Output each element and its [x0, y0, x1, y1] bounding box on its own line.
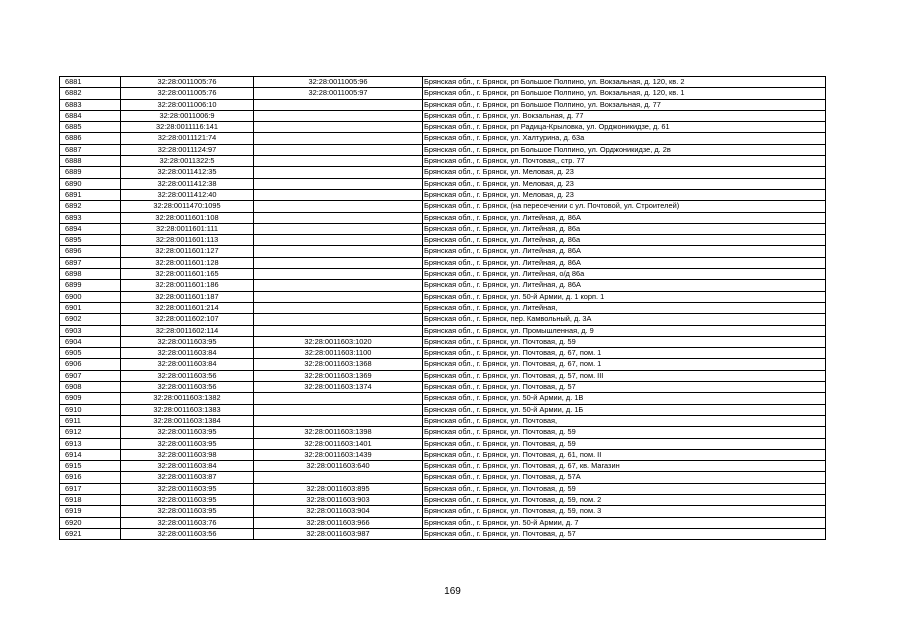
row-number-cell: 6890	[60, 178, 121, 189]
address-cell: Брянская обл., г. Брянск, рп Большое Полпино, ул. Вокзальная, д. 120, кв. 2	[423, 77, 826, 88]
table-row	[60, 472, 826, 483]
building-cadastral-number-cell	[254, 314, 423, 325]
land-cadastral-number-cell: 32:28:0011470:1095	[121, 201, 254, 212]
row-number-cell: 6905	[60, 348, 121, 359]
address-cell: Брянская обл., г. Брянск, ул. Почтовая, д. 59	[423, 336, 826, 347]
table-row	[60, 370, 826, 381]
building-cadastral-number-cell	[254, 415, 423, 426]
row-number-cell: 6906	[60, 359, 121, 370]
row-number-cell: 6904	[60, 336, 121, 347]
table-row	[60, 133, 826, 144]
table-row	[60, 302, 826, 313]
building-cadastral-number-cell	[254, 404, 423, 415]
address-cell: Брянская обл., г. Брянск, ул. Почтовая, д. 67, пом. 1	[423, 359, 826, 370]
land-cadastral-number-cell: 32:28:0011603:84	[121, 461, 254, 472]
land-cadastral-number-cell: 32:28:0011601:111	[121, 223, 254, 234]
row-number-cell: 6897	[60, 257, 121, 268]
land-cadastral-number-cell: 32:28:0011005:76	[121, 77, 254, 88]
address-cell: Брянская обл., г. Брянск, ул. Промышленная, д. 9	[423, 325, 826, 336]
land-cadastral-number-cell: 32:28:0011603:95	[121, 494, 254, 505]
address-cell: Брянская обл., г. Брянск, ул. Почтовая, д. 59, пом. 2	[423, 494, 826, 505]
building-cadastral-number-cell: 32:28:0011603:1100	[254, 348, 423, 359]
table-row	[60, 257, 826, 268]
land-cadastral-number-cell: 32:28:0011601:108	[121, 212, 254, 223]
address-cell: Брянская обл., г. Брянск, ул. Почтовая, д. 57А	[423, 472, 826, 483]
table-row	[60, 382, 826, 393]
address-cell: Брянская обл., г. Брянск, ул. Вокзальная, д. 77	[423, 110, 826, 121]
table-row	[60, 77, 826, 88]
building-cadastral-number-cell	[254, 235, 423, 246]
row-number-cell: 6885	[60, 122, 121, 133]
table-row	[60, 291, 826, 302]
address-cell: Брянская обл., г. Брянск, (на пересечении с ул. Почтовой, ул. Строителей)	[423, 201, 826, 212]
land-cadastral-number-cell: 32:28:0011603:1382	[121, 393, 254, 404]
table-row	[60, 494, 826, 505]
address-cell: Брянская обл., г. Брянск, ул. 50-й Армии, д. 1 корп. 1	[423, 291, 826, 302]
row-number-cell: 6893	[60, 212, 121, 223]
row-number-cell: 6902	[60, 314, 121, 325]
land-cadastral-number-cell: 32:28:0011603:95	[121, 483, 254, 494]
building-cadastral-number-cell	[254, 291, 423, 302]
row-number-cell: 6898	[60, 269, 121, 280]
table-row	[60, 461, 826, 472]
address-cell: Брянская обл., г. Брянск, ул. Почтовая, д. 67, пом. 1	[423, 348, 826, 359]
address-cell: Брянская обл., г. Брянск, ул. Почтовая, д. 67, кв. Магазин	[423, 461, 826, 472]
page-number: 169	[444, 586, 461, 597]
land-cadastral-number-cell: 32:28:0011412:35	[121, 167, 254, 178]
land-cadastral-number-cell: 32:28:0011603:76	[121, 517, 254, 528]
address-cell: Брянская обл., г. Брянск, ул. 50-й Армии, д. 7	[423, 517, 826, 528]
building-cadastral-number-cell	[254, 269, 423, 280]
address-cell: Брянская обл., г. Брянск, ул. Почтовая, д. 59	[423, 483, 826, 494]
table-row	[60, 201, 826, 212]
land-cadastral-number-cell: 32:28:0011601:186	[121, 280, 254, 291]
building-cadastral-number-cell	[254, 167, 423, 178]
building-cadastral-number-cell	[254, 257, 423, 268]
land-cadastral-number-cell: 32:28:0011603:56	[121, 382, 254, 393]
table-row	[60, 122, 826, 133]
land-cadastral-number-cell: 32:28:0011602:107	[121, 314, 254, 325]
table-row	[60, 415, 826, 426]
land-cadastral-number-cell: 32:28:0011603:56	[121, 370, 254, 381]
row-number-cell: 6886	[60, 133, 121, 144]
row-number-cell: 6911	[60, 415, 121, 426]
row-number-cell: 6912	[60, 427, 121, 438]
building-cadastral-number-cell: 32:28:0011603:1020	[254, 336, 423, 347]
table-row	[60, 223, 826, 234]
address-cell: Брянская обл., г. Брянск, ул. Литейная, д. 86а	[423, 235, 826, 246]
building-cadastral-number-cell	[254, 133, 423, 144]
address-cell: Брянская обл., г. Брянск, ул. Меловая, д. 23	[423, 167, 826, 178]
land-cadastral-number-cell: 32:28:0011412:40	[121, 189, 254, 200]
building-cadastral-number-cell	[254, 189, 423, 200]
row-number-cell: 6881	[60, 77, 121, 88]
table-row	[60, 88, 826, 99]
building-cadastral-number-cell	[254, 472, 423, 483]
land-cadastral-number-cell: 32:28:0011322:5	[121, 156, 254, 167]
row-number-cell: 6914	[60, 449, 121, 460]
land-cadastral-number-cell: 32:28:0011121:74	[121, 133, 254, 144]
address-cell: Брянская обл., г. Брянск, ул. Почтовая, д. 59	[423, 438, 826, 449]
row-number-cell: 6882	[60, 88, 121, 99]
land-cadastral-number-cell: 32:28:0011601:127	[121, 246, 254, 257]
row-number-cell: 6918	[60, 494, 121, 505]
building-cadastral-number-cell	[254, 325, 423, 336]
table-row	[60, 528, 826, 539]
address-cell: Брянская обл., г. Брянск, ул. Литейная, о/д 86а	[423, 269, 826, 280]
table-row	[60, 483, 826, 494]
land-cadastral-number-cell: 32:28:0011603:98	[121, 449, 254, 460]
building-cadastral-number-cell	[254, 156, 423, 167]
building-cadastral-number-cell	[254, 110, 423, 121]
address-cell: Брянская обл., г. Брянск, ул. Почтовая, д. 61, пом. II	[423, 449, 826, 460]
land-cadastral-number-cell: 32:28:0011601:214	[121, 302, 254, 313]
table-row	[60, 156, 826, 167]
row-number-cell: 6894	[60, 223, 121, 234]
address-cell: Брянская обл., г. Брянск, ул. Литейная,	[423, 302, 826, 313]
row-number-cell: 6908	[60, 382, 121, 393]
land-cadastral-number-cell: 32:28:0011006:10	[121, 99, 254, 110]
row-number-cell: 6896	[60, 246, 121, 257]
table-row	[60, 189, 826, 200]
table-row	[60, 280, 826, 291]
address-cell: Брянская обл., г. Брянск, ул. Почтовая,	[423, 415, 826, 426]
row-number-cell: 6895	[60, 235, 121, 246]
building-cadastral-number-cell: 32:28:0011603:904	[254, 506, 423, 517]
table-row	[60, 336, 826, 347]
land-cadastral-number-cell: 32:28:0011603:1383	[121, 404, 254, 415]
building-cadastral-number-cell	[254, 201, 423, 212]
address-cell: Брянская обл., г. Брянск, ул. Почтовая, д. 57	[423, 382, 826, 393]
row-number-cell: 6900	[60, 291, 121, 302]
land-cadastral-number-cell: 32:28:0011601:113	[121, 235, 254, 246]
table-row	[60, 359, 826, 370]
building-cadastral-number-cell	[254, 144, 423, 155]
address-cell: Брянская обл., г. Брянск, рп Большое Полпино, ул. Орджоникидзе, д. 2в	[423, 144, 826, 155]
row-number-cell: 6916	[60, 472, 121, 483]
row-number-cell: 6899	[60, 280, 121, 291]
table-row	[60, 517, 826, 528]
row-number-cell: 6917	[60, 483, 121, 494]
table-row	[60, 348, 826, 359]
table-row	[60, 325, 826, 336]
table-row	[60, 178, 826, 189]
land-cadastral-number-cell: 32:28:0011006:9	[121, 110, 254, 121]
table-body	[60, 77, 826, 540]
table-row	[60, 393, 826, 404]
land-cadastral-number-cell: 32:28:0011601:165	[121, 269, 254, 280]
address-cell: Брянская обл., г. Брянск, пер. Камвольный, д. 3А	[423, 314, 826, 325]
address-cell: Брянская обл., г. Брянск, ул. Почтовая,, стр. 77	[423, 156, 826, 167]
address-cell: Брянская обл., г. Брянск, рп Радица-Крыловка, ул. Орджоникидзе, д. 61	[423, 122, 826, 133]
address-cell: Брянская обл., г. Брянск, рп Большое Полпино, ул. Вокзальная, д. 120, кв. 1	[423, 88, 826, 99]
building-cadastral-number-cell: 32:28:0011603:966	[254, 517, 423, 528]
row-number-cell: 6921	[60, 528, 121, 539]
row-number-cell: 6910	[60, 404, 121, 415]
table-row	[60, 212, 826, 223]
building-cadastral-number-cell	[254, 302, 423, 313]
table-row	[60, 404, 826, 415]
land-cadastral-number-cell: 32:28:0011603:84	[121, 359, 254, 370]
land-cadastral-number-cell: 32:28:0011116:141	[121, 122, 254, 133]
land-cadastral-number-cell: 32:28:0011005:76	[121, 88, 254, 99]
building-cadastral-number-cell: 32:28:0011005:96	[254, 77, 423, 88]
building-cadastral-number-cell: 32:28:0011603:987	[254, 528, 423, 539]
building-cadastral-number-cell	[254, 212, 423, 223]
land-cadastral-number-cell: 32:28:0011603:84	[121, 348, 254, 359]
row-number-cell: 6891	[60, 189, 121, 200]
row-number-cell: 6909	[60, 393, 121, 404]
table-row	[60, 110, 826, 121]
row-number-cell: 6919	[60, 506, 121, 517]
land-cadastral-number-cell: 32:28:0011603:1384	[121, 415, 254, 426]
table-row	[60, 438, 826, 449]
land-cadastral-number-cell: 32:28:0011124:97	[121, 144, 254, 155]
building-cadastral-number-cell: 32:28:0011005:97	[254, 88, 423, 99]
building-cadastral-number-cell: 32:28:0011603:1439	[254, 449, 423, 460]
table-row	[60, 314, 826, 325]
row-number-cell: 6888	[60, 156, 121, 167]
building-cadastral-number-cell: 32:28:0011603:1374	[254, 382, 423, 393]
land-cadastral-number-cell: 32:28:0011601:187	[121, 291, 254, 302]
address-cell: Брянская обл., г. Брянск, ул. Литейная, д. 86А	[423, 280, 826, 291]
cadastral-table	[59, 76, 826, 540]
building-cadastral-number-cell: 32:28:0011603:1369	[254, 370, 423, 381]
building-cadastral-number-cell	[254, 280, 423, 291]
row-number-cell: 6883	[60, 99, 121, 110]
land-cadastral-number-cell: 32:28:0011603:95	[121, 427, 254, 438]
table-row	[60, 235, 826, 246]
address-cell: Брянская обл., г. Брянск, ул. Почтовая, д. 59	[423, 427, 826, 438]
land-cadastral-number-cell: 32:28:0011603:87	[121, 472, 254, 483]
table-row	[60, 427, 826, 438]
address-cell: Брянская обл., г. Брянск, ул. Халтурина, д. 63а	[423, 133, 826, 144]
building-cadastral-number-cell	[254, 178, 423, 189]
address-cell: Брянская обл., г. Брянск, ул. Почтовая, д. 57	[423, 528, 826, 539]
table-row	[60, 246, 826, 257]
address-cell: Брянская обл., г. Брянск, ул. Почтовая, д. 57, пом. III	[423, 370, 826, 381]
building-cadastral-number-cell	[254, 246, 423, 257]
table-row	[60, 99, 826, 110]
row-number-cell: 6907	[60, 370, 121, 381]
address-cell: Брянская обл., г. Брянск, ул. Меловая, д. 23	[423, 189, 826, 200]
row-number-cell: 6889	[60, 167, 121, 178]
row-number-cell: 6901	[60, 302, 121, 313]
row-number-cell: 6892	[60, 201, 121, 212]
table-row	[60, 269, 826, 280]
row-number-cell: 6887	[60, 144, 121, 155]
table-row	[60, 144, 826, 155]
row-number-cell: 6920	[60, 517, 121, 528]
building-cadastral-number-cell	[254, 223, 423, 234]
building-cadastral-number-cell	[254, 99, 423, 110]
land-cadastral-number-cell: 32:28:0011602:114	[121, 325, 254, 336]
land-cadastral-number-cell: 32:28:0011603:56	[121, 528, 254, 539]
address-cell: Брянская обл., г. Брянск, ул. Литейная, д. 86А	[423, 246, 826, 257]
row-number-cell: 6884	[60, 110, 121, 121]
row-number-cell: 6913	[60, 438, 121, 449]
table-row	[60, 449, 826, 460]
address-cell: Брянская обл., г. Брянск, ул. Литейная, д. 86а	[423, 223, 826, 234]
land-cadastral-number-cell: 32:28:0011603:95	[121, 438, 254, 449]
land-cadastral-number-cell: 32:28:0011601:128	[121, 257, 254, 268]
address-cell: Брянская обл., г. Брянск, ул. 50-й Армии, д. 1Б	[423, 404, 826, 415]
row-number-cell: 6903	[60, 325, 121, 336]
land-cadastral-number-cell: 32:28:0011412:38	[121, 178, 254, 189]
address-cell: Брянская обл., г. Брянск, ул. 50-й Армии, д. 1В	[423, 393, 826, 404]
address-cell: Брянская обл., г. Брянск, ул. Литейная, д. 86А	[423, 257, 826, 268]
building-cadastral-number-cell: 32:28:0011603:895	[254, 483, 423, 494]
row-number-cell: 6915	[60, 461, 121, 472]
building-cadastral-number-cell	[254, 122, 423, 133]
address-cell: Брянская обл., г. Брянск, рп Большое Полпино, ул. Вокзальная, д. 77	[423, 99, 826, 110]
land-cadastral-number-cell: 32:28:0011603:95	[121, 336, 254, 347]
address-cell: Брянская обл., г. Брянск, ул. Литейная, д. 86А	[423, 212, 826, 223]
building-cadastral-number-cell: 32:28:0011603:1401	[254, 438, 423, 449]
building-cadastral-number-cell: 32:28:0011603:1368	[254, 359, 423, 370]
address-cell: Брянская обл., г. Брянск, ул. Меловая, д. 23	[423, 178, 826, 189]
building-cadastral-number-cell: 32:28:0011603:640	[254, 461, 423, 472]
table-row	[60, 506, 826, 517]
building-cadastral-number-cell	[254, 393, 423, 404]
building-cadastral-number-cell: 32:28:0011603:1398	[254, 427, 423, 438]
building-cadastral-number-cell: 32:28:0011603:903	[254, 494, 423, 505]
land-cadastral-number-cell: 32:28:0011603:95	[121, 506, 254, 517]
address-cell: Брянская обл., г. Брянск, ул. Почтовая, д. 59, пом. 3	[423, 506, 826, 517]
table-row	[60, 167, 826, 178]
